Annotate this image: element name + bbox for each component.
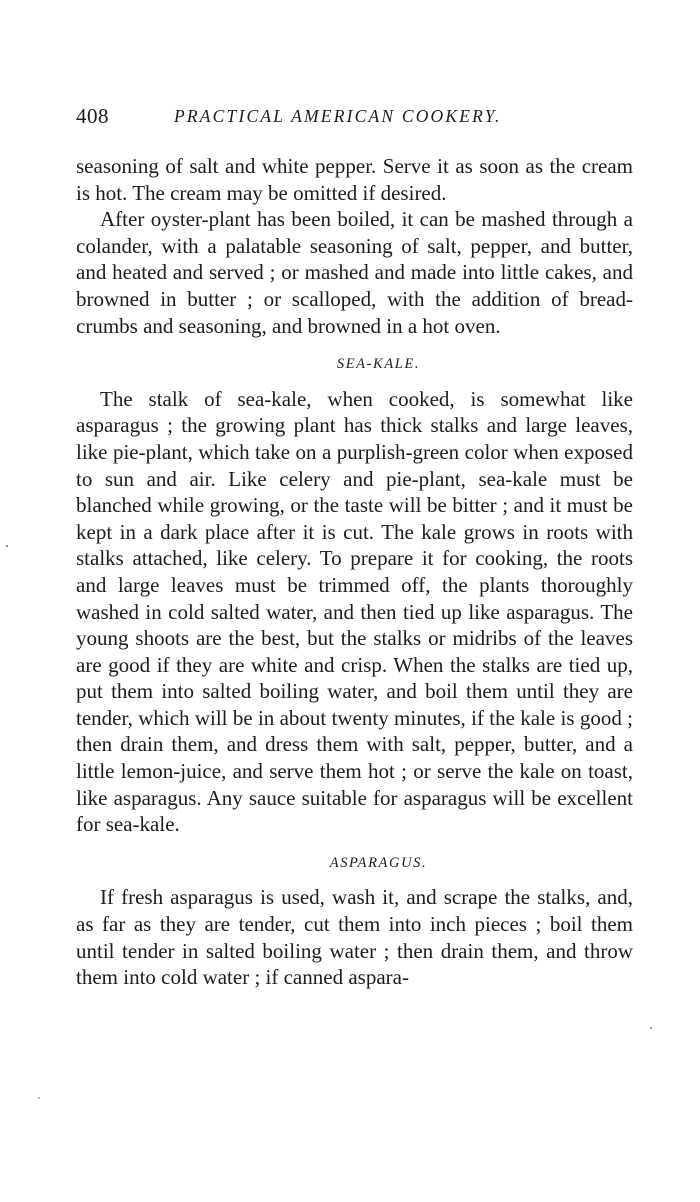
paper-speck [650, 1027, 652, 1029]
section-heading-asparagus: ASPARAGUS. [329, 854, 428, 871]
paragraph-asparagus: If fresh asparagus is used, wash it, and scrape the stalks, and, as far as they are tender, cut them into inch pieces ; boil them until tender in salted boiling water ; then drain them, and throw them into cold water ; if canned aspara- [76, 885, 633, 990]
paragraph-oyster-plant: After oyster-plant has been boiled, it can be mashed through a colander, with a palatable seasoning of salt, pepper, and butter, and heated and served ; or mashed and made into little cakes, and browned in butter ; or scalloped, with the addition of bread-crumbs and seasoning, and browned in a hot oven. [76, 207, 633, 338]
page-header [76, 104, 636, 134]
body-text [76, 153, 633, 991]
page-number: 408 [76, 104, 109, 128]
running-title: PRACTICAL AMERICAN COOKERY. [174, 106, 502, 126]
paragraph-continuation: seasoning of salt and white pepper. Serve it as soon as the cream is hot. The cream may be omitted if desired. [76, 154, 633, 205]
paper-speck [6, 545, 8, 547]
paper-speck [38, 1097, 40, 1099]
section-heading-sea-kale: SEA-KALE. [336, 356, 421, 373]
paragraph-sea-kale: The stalk of sea-kale, when cooked, is somewhat like asparagus ; the growing plant has thick stalks and large leaves, like pie-plant, which take on a purplish-green color when exposed to sun and air. Like celery and pie-plant, sea-kale must be blanched while growing, or the taste will be bitter ; and it must be kept in a dark place after it is cut. The kale grows in roots with stalks attached, like celery. To prepare it for cooking, the roots and large leaves must be trimmed off, the plants thoroughly washed in cold salted water, and then tied up like asparagus. The young shoots are the best, but the stalks or midribs of the leaves are good if they are white and crisp. When the stalks are tied up, put them into salted boiling water, and boil them until they are tender, which will be in about twenty minutes, if the kale is good ; then drain them, and dress them with salt, pepper, butter, and a little lemon-juice, and serve them hot ; or serve the kale on toast, like asparagus. Any sauce suitable for asparagus will be excellent for sea-kale. [76, 386, 633, 837]
